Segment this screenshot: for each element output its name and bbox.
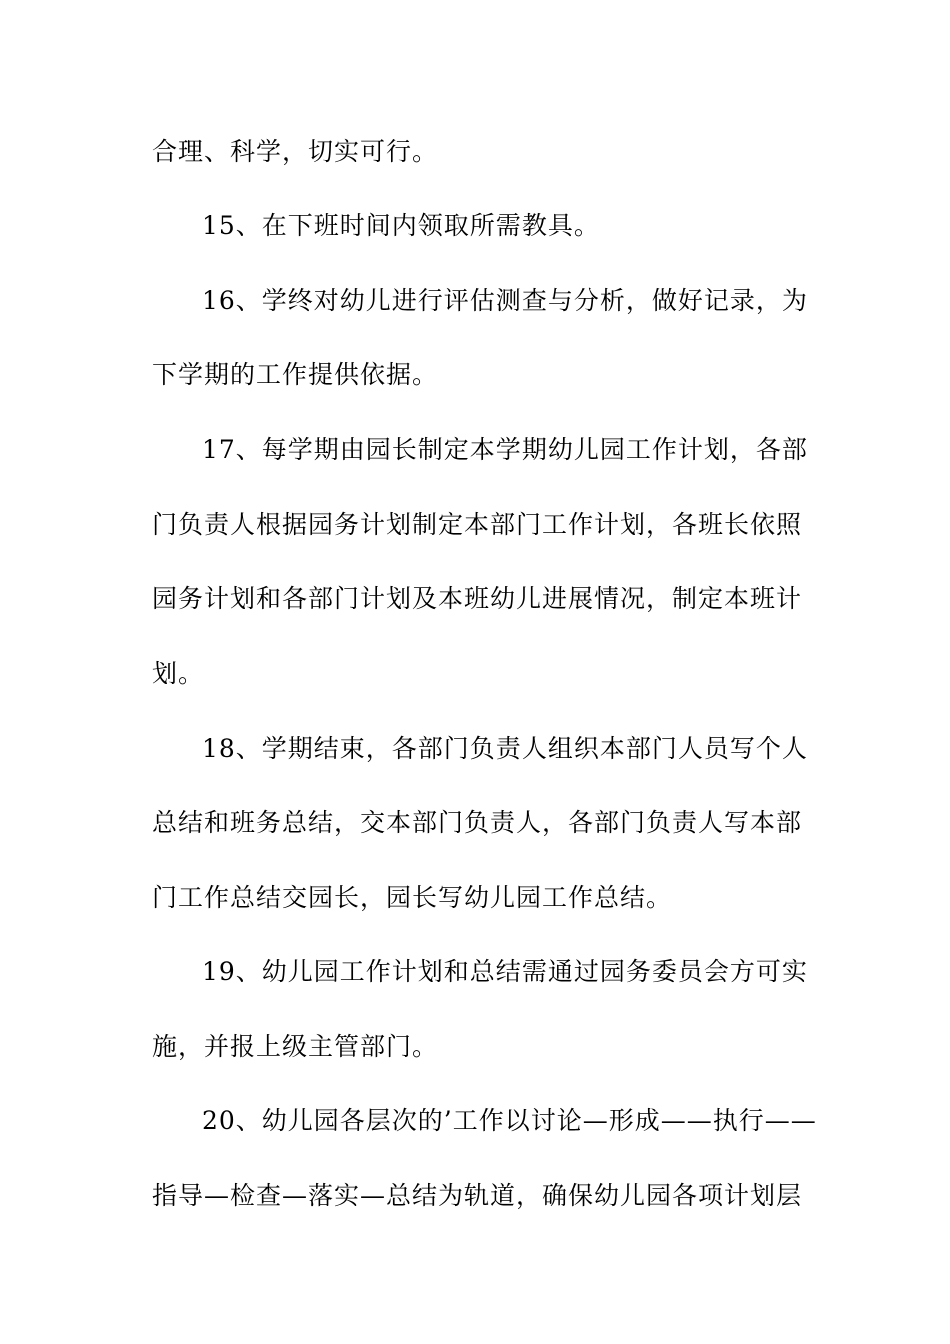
item-20-line-2: 指导—检查—落实—总结为轨道，确保幼儿园各项计划层 xyxy=(152,1181,803,1210)
item-19-line-2: 施，并报上级主管部门。 xyxy=(152,1032,439,1061)
item-16-line-1: 16、学终对幼儿进行评估测查与分析，做好记录，为 xyxy=(202,286,808,315)
item-17-line-2: 门负责人根据园务计划制定本部门工作计划，各班长依照 xyxy=(152,510,803,539)
item-17-line-1: 17、每学期由园长制定本学期幼儿园工作计划，各部 xyxy=(202,435,808,464)
item-15: 15、在下班时间内领取所需教具。 xyxy=(202,211,600,240)
item-18-line-1: 18、学期结束，各部门负责人组织本部门人员写个人 xyxy=(202,734,808,763)
item-17-line-4: 划。 xyxy=(152,659,205,688)
item-20-line-1: 20、幼儿园各层次的’工作以讨论—形成——执行—— xyxy=(202,1106,817,1135)
item-16-line-2: 下学期的工作提供依据。 xyxy=(152,360,439,389)
text-line-1: 合理、科学，切实可行。 xyxy=(152,137,439,166)
item-18-line-3: 门工作总结交园长，园长写幼儿园工作总结。 xyxy=(152,883,673,912)
item-19-line-1: 19、幼儿园工作计划和总结需通过园务委员会方可实 xyxy=(202,957,808,986)
item-18-line-2: 总结和班务总结，交本部门负责人，各部门负责人写本部 xyxy=(152,808,803,837)
item-17-line-3: 园务计划和各部门计划及本班幼儿进展情况，制定本班计 xyxy=(152,584,803,613)
